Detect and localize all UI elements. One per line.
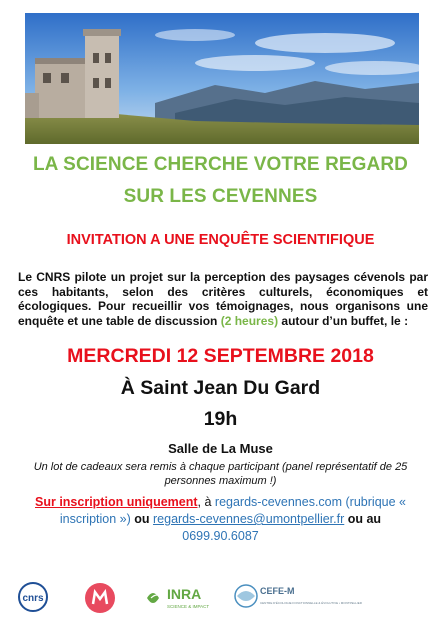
cnrs-logo xyxy=(18,582,48,617)
registration-sep: , à xyxy=(197,495,215,509)
registration-website-link[interactable]: regards-cevennes.com (rubrique « inscription ») xyxy=(59,495,406,526)
inra-logo xyxy=(145,584,215,617)
header-photo xyxy=(25,13,419,144)
university-logo xyxy=(84,582,116,619)
registration-email-link[interactable]: regards-cevennes@umontpellier.fr xyxy=(153,512,345,526)
cefe-logo-subtext: CENTRE D'ÉCOLOGIE FONCTIONNELLE & ÉVOLUTIVE • MONTPELLIER xyxy=(260,601,362,605)
cnrs-logo-text: cnrs xyxy=(22,593,44,604)
registration-or-2: ou au xyxy=(344,512,382,526)
registration-required: Sur inscription uniquement xyxy=(35,495,198,509)
event-location: À Saint Jean Du Gard xyxy=(120,377,321,399)
gift-note: Un lot de cadeaux sera remis à chaque participant (panel représentatif de 25 personnes maximum !) xyxy=(33,461,408,487)
registration-info xyxy=(18,494,423,545)
title-line-1: LA SCIENCE CHERCHE VOTRE REGARD xyxy=(32,154,409,175)
registration-or-1: ou xyxy=(130,512,153,526)
cefe-logo-text: CEFE-M xyxy=(260,586,295,596)
inra-logo-text: INRA xyxy=(167,586,202,602)
landscape-illustration xyxy=(25,13,419,144)
cefe-logo xyxy=(232,580,362,623)
title-line-2: SUR LES CEVENNES xyxy=(123,186,318,207)
invitation-heading: INVITATION A UNE ENQUÊTE SCIENTIFIQUE xyxy=(66,232,375,248)
intro-text-after: autour d’un buffet, le : xyxy=(278,313,409,328)
duration-highlight: (2 heures) xyxy=(220,313,279,328)
event-venue: Salle de La Muse xyxy=(168,441,273,456)
intro-text-before: Le CNRS pilote un projet sur la perception des paysages cévenols par ces habitants, selon des critères culturels, économiques et écologiques. Pour recueillir vos témoignages, nous organisons une enquête et une table de discussion xyxy=(18,270,428,328)
partner-logos xyxy=(0,580,441,620)
event-date: MERCREDI 12 SEPTEMBRE 2018 xyxy=(67,345,374,367)
registration-phone[interactable]: 0699.90.6087 xyxy=(182,529,259,543)
event-time: 19h xyxy=(203,408,238,430)
intro-paragraph xyxy=(18,270,428,328)
inra-logo-subtext: SCIENCE & IMPACT xyxy=(167,604,210,609)
